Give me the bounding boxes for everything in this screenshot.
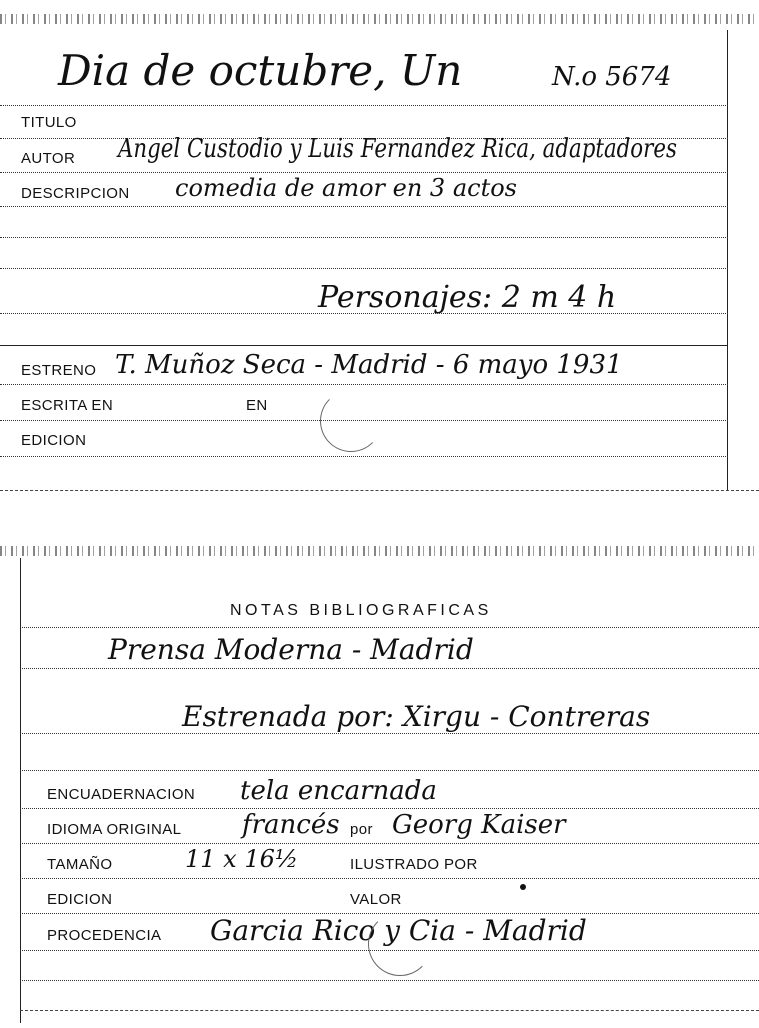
label-en: EN bbox=[246, 397, 268, 414]
label-encuadernacion: ENCUADERNACION bbox=[47, 786, 196, 803]
personajes-handwriting: Personajes: 2 m 4 h bbox=[318, 280, 617, 315]
idioma-rule bbox=[20, 843, 759, 844]
notes-line2-handwriting: Estrenada por: Xirgu - Contreras bbox=[182, 700, 651, 733]
label-descripcion: DESCRIPCION bbox=[21, 185, 130, 202]
tamano-handwriting: 11 x 16½ bbox=[185, 845, 299, 873]
personajes-rule bbox=[0, 313, 728, 314]
descripcion-rule bbox=[0, 206, 728, 207]
encuadernacion-handwriting: tela encarnada bbox=[240, 776, 437, 806]
idioma-handwriting: francés bbox=[242, 810, 340, 840]
notes-rule-1 bbox=[20, 668, 759, 669]
escrita-rule bbox=[0, 420, 728, 421]
catalog-card-top bbox=[0, 0, 759, 496]
notas-bibliograficas-heading: NOTAS BIBLIOGRAFICAS bbox=[230, 602, 492, 619]
label-ilustrado-por: ILUSTRADO POR bbox=[350, 856, 478, 873]
title-rule bbox=[0, 105, 728, 106]
card-top-right-border bbox=[727, 30, 728, 490]
label-edicion-bottom: EDICION bbox=[47, 891, 113, 908]
por-handwriting: Georg Kaiser bbox=[392, 810, 566, 840]
bottom-rule-2 bbox=[20, 1010, 759, 1011]
autor-rule bbox=[0, 172, 728, 173]
title-handwriting: Dia de octubre, Un bbox=[58, 46, 463, 95]
card-top-bottom-edge bbox=[0, 490, 759, 491]
label-por: por bbox=[350, 821, 373, 838]
label-tamano: TAMAÑO bbox=[47, 856, 113, 873]
section-divider bbox=[0, 345, 728, 346]
notes-rule-3 bbox=[20, 770, 759, 771]
ink-dot bbox=[520, 884, 526, 890]
label-autor: AUTOR bbox=[21, 150, 76, 167]
catalog-number-handwriting: N.o 5674 bbox=[552, 62, 672, 92]
paper-stain-mark-bottom bbox=[368, 912, 432, 976]
blank-rule-1 bbox=[0, 237, 728, 238]
blank-rule-2 bbox=[0, 268, 728, 269]
label-estreno: ESTRENO bbox=[21, 362, 97, 379]
label-edicion: EDICION bbox=[21, 432, 87, 449]
edicion-rule bbox=[0, 456, 728, 457]
label-procedencia: PROCEDENCIA bbox=[47, 927, 162, 944]
estreno-rule bbox=[0, 384, 728, 385]
encuadernacion-rule bbox=[20, 808, 759, 809]
procedencia-rule bbox=[20, 950, 759, 951]
autor-handwriting: Angel Custodio y Luis Fernandez Rica, adaptadores bbox=[118, 134, 677, 164]
card-top-torn-edge bbox=[0, 14, 759, 24]
label-valor: VALOR bbox=[350, 891, 402, 908]
notes-rule-2 bbox=[20, 733, 759, 734]
estreno-handwriting: T. Muñoz Seca - Madrid - 6 mayo 1931 bbox=[115, 350, 623, 380]
notes-line1-handwriting: Prensa Moderna - Madrid bbox=[108, 633, 474, 666]
label-titulo: TITULO bbox=[21, 114, 77, 131]
label-escrita-en: ESCRITA EN bbox=[21, 397, 114, 414]
catalog-card-bottom bbox=[0, 540, 759, 1028]
descripcion-handwriting: comedia de amor en 3 actos bbox=[175, 174, 517, 202]
bottom-rule-1 bbox=[20, 980, 759, 981]
procedencia-handwriting: Garcia Rico y Cia - Madrid bbox=[210, 914, 587, 947]
paper-stain-mark bbox=[320, 390, 382, 452]
label-idioma-original: IDIOMA ORIGINAL bbox=[47, 821, 182, 838]
heading-rule bbox=[20, 627, 759, 628]
card-bottom-torn-edge bbox=[0, 546, 759, 556]
tamano-rule bbox=[20, 878, 759, 879]
